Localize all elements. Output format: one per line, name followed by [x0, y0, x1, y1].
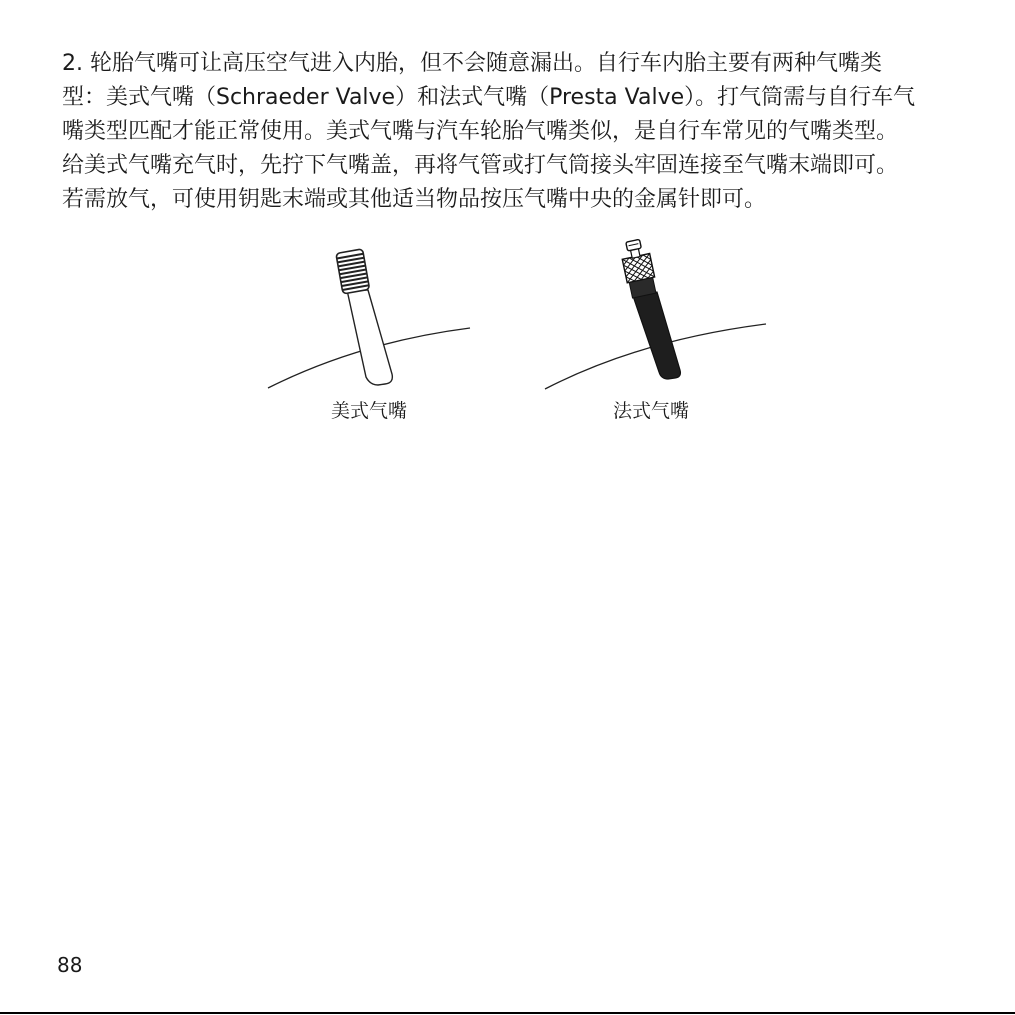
valve-illustration-svg	[0, 230, 1015, 430]
paragraph-line: 嘴类型匹配才能正常使用。美式气嘴与汽车轮胎气嘴类似，是自行车常见的气嘴类型。	[62, 119, 899, 144]
paragraph-line: 给美式气嘴充气时，先拧下气嘴盖，再将气管或打气筒接头牢固连接至气嘴末端即可。	[62, 153, 899, 178]
paragraph-line: 型：美式气嘴（Schraeder Valve）和法式气嘴（Presta Valve）。打气筒需与自行车气	[62, 85, 916, 110]
paragraph-line: 2. 轮胎气嘴可让高压空气进入内胎，但不会随意漏出。自行车内胎主要有两种气嘴类	[62, 51, 882, 76]
paragraph-line: 若需放气，可使用钥匙末端或其他适当物品按压气嘴中央的金属针即可。	[62, 187, 767, 212]
instruction-paragraph	[62, 47, 962, 217]
valve-illustration	[0, 230, 1015, 430]
schrader-valve-icon	[336, 249, 392, 385]
schrader-valve-caption: 美式气嘴	[331, 400, 408, 422]
page-number: 88	[57, 953, 83, 977]
presta-valve-caption: 法式气嘴	[613, 400, 690, 422]
presta-valve-icon	[619, 238, 681, 379]
page-bottom-rule	[0, 1012, 1015, 1014]
